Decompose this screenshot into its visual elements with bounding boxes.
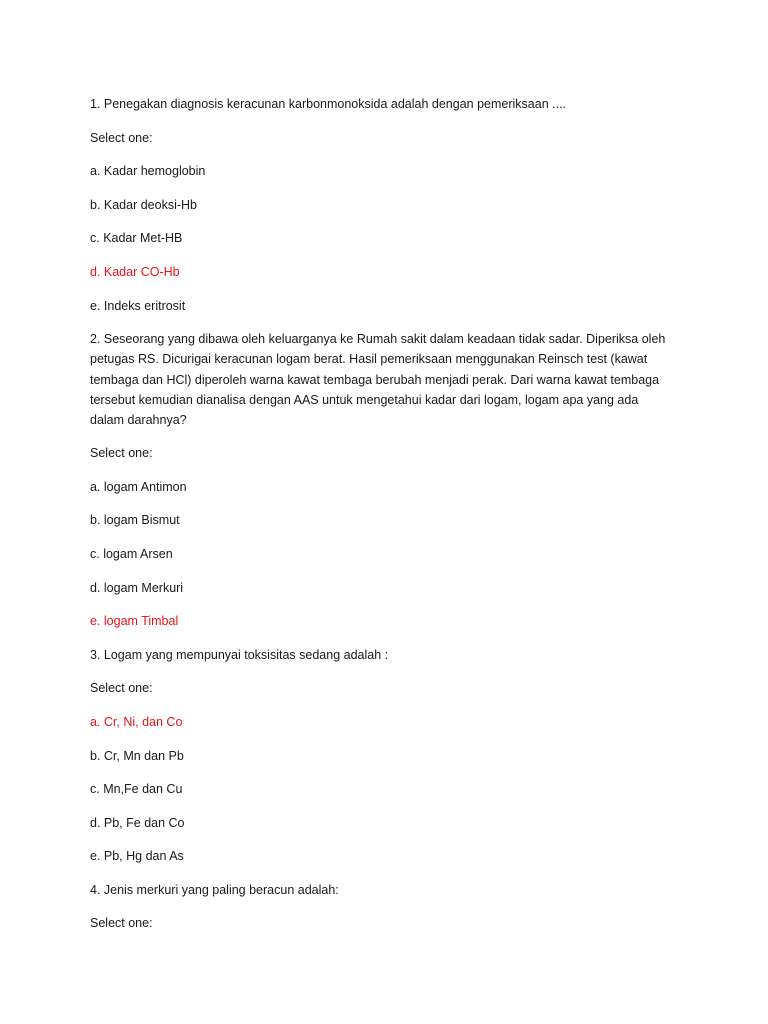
question-2-line-3: tembaga dan HCl) diperoleh warna kawat tembaga berubah menjadi perak. Dari warna kawat tembaga xyxy=(90,372,660,387)
question-2-prompt: Select one: xyxy=(90,446,153,461)
question-1-option-b: b. Kadar deoksi-Hb xyxy=(90,197,198,212)
question-4-prompt: Select one: xyxy=(90,916,153,931)
question-3-prompt: Select one: xyxy=(90,681,153,696)
question-2-option-b: b. logam Bismut xyxy=(90,513,180,528)
question-2-text xyxy=(90,329,680,430)
question-2-line-1: 2. Seseorang yang dibawa oleh keluarganya ke Rumah sakit dalam keadaan tidak sadar. Diperiksa oleh xyxy=(90,332,666,347)
question-3-option-b: b. Cr, Mn dan Pb xyxy=(90,748,184,763)
question-2-option-a: a. logam Antimon xyxy=(90,479,187,494)
question-2-line-4: tersebut kemudian dianalisa dengan AAS untuk mengetahui kadar dari logam, logam apa yang ada xyxy=(90,392,639,407)
question-1-option-d-answer: d. Kadar CO-Hb xyxy=(90,264,180,279)
question-1-option-c: c. Kadar Met-HB xyxy=(90,231,183,246)
question-2-option-c: c. logam Arsen xyxy=(90,546,173,561)
question-1-option-e: e. Indeks eritrosit xyxy=(90,298,186,313)
document-page xyxy=(90,94,680,947)
question-1-text: 1. Penegakan diagnosis keracunan karbonmonoksida adalah dengan pemeriksaan .... xyxy=(90,97,567,111)
question-3-option-c: c. Mn,Fe dan Cu xyxy=(90,782,183,797)
question-1-option-a: a. Kadar hemoglobin xyxy=(90,164,206,179)
question-3-option-d: d. Pb, Fe dan Co xyxy=(90,815,185,830)
question-3-option-e: e. Pb, Hg dan As xyxy=(90,849,184,864)
question-1-prompt: Select one: xyxy=(90,130,153,145)
question-2-line-2: petugas RS. Dicurigai keracunan logam berat. Hasil pemeriksaan menggunakan Reinsch test (kawat xyxy=(90,352,648,367)
question-2-option-d: d. logam Merkuri xyxy=(90,580,184,595)
question-4-text: 4. Jenis merkuri yang paling beracun adalah: xyxy=(90,882,339,897)
question-3-text: 3. Logam yang mempunyai toksisitas sedang adalah : xyxy=(90,647,389,662)
question-3-option-a-answer: a. Cr, Ni, dan Co xyxy=(90,714,183,729)
question-2-option-e-answer: e. logam Timbal xyxy=(90,614,179,629)
question-2-line-5: dalam darahnya? xyxy=(90,412,187,427)
